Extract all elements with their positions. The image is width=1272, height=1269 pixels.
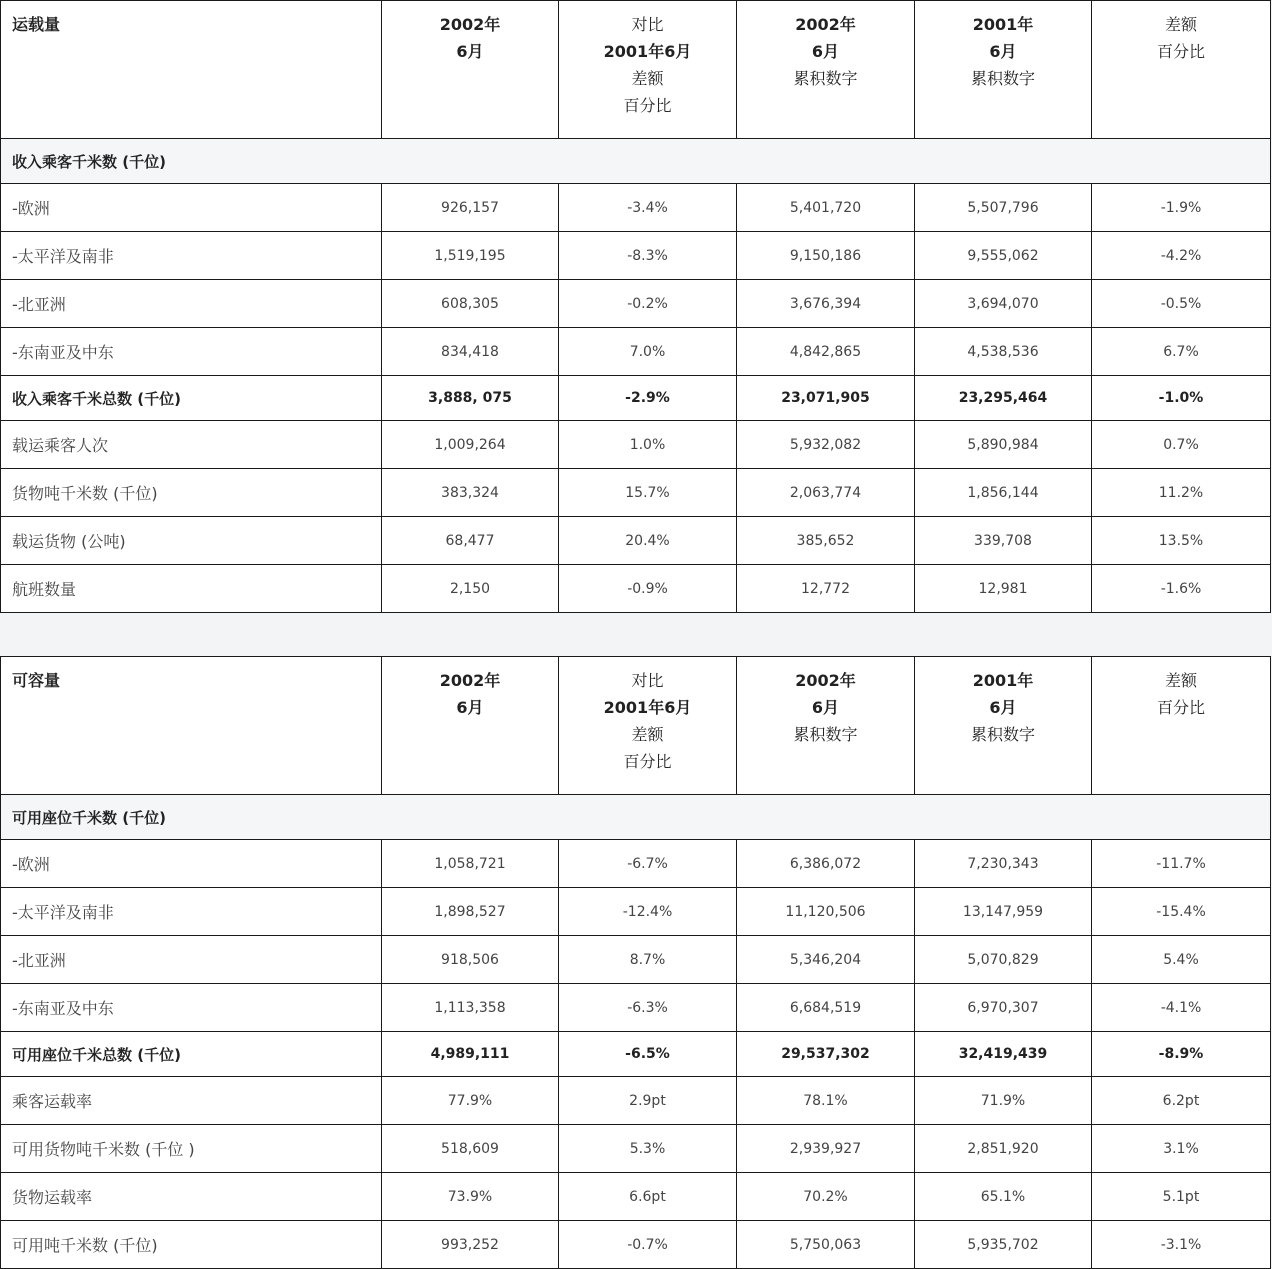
table-row [1,936,1271,984]
row-value: 834,418 [382,328,559,376]
row-value: 608,305 [382,280,559,328]
row-label: 收入乘客千米总数 (千位) [1,376,382,421]
row-value: 6,970,307 [915,984,1092,1032]
row-value: 5.3% [559,1125,737,1173]
row-value: 13.5% [1092,517,1271,565]
header-line: 2001年6月 [603,42,692,61]
row-value: 2,063,774 [737,469,915,517]
row-value: -12.4% [559,888,737,936]
row-value: 6.7% [1092,328,1271,376]
table-row [1,1173,1271,1221]
row-label: 载运乘客人次 [1,421,382,469]
row-value: 5,346,204 [737,936,915,984]
header-line: 百分比 [623,96,672,115]
header-line: 6月 [456,42,484,61]
row-value: -15.4% [1092,888,1271,936]
header-line: 百分比 [623,752,672,771]
header-line: 累积数字 [970,725,1035,744]
row-value: 5,401,720 [737,184,915,232]
header-line: 6月 [811,698,840,717]
row-value: 993,252 [382,1221,559,1269]
row-value: 3,694,070 [915,280,1092,328]
table-row [1,888,1271,936]
row-label: -东南亚及中东 [1,328,382,376]
row-value: 77.9% [382,1077,559,1125]
row-label: 航班数量 [1,565,382,613]
table-row [1,1077,1271,1125]
header-line: 差额 [631,69,664,88]
header-col1 [382,1,559,139]
header-col5 [1092,1,1271,139]
row-label: 可用吨千米数 (千位) [1,1221,382,1269]
row-value: 1,113,358 [382,984,559,1032]
row-value: -6.5% [559,1032,737,1077]
header-line: 2002年 [795,671,856,690]
row-label: 可用座位千米总数 (千位) [1,1032,382,1077]
row-value: 1,856,144 [915,469,1092,517]
table-row [1,232,1271,280]
row-value: 23,295,464 [915,376,1092,421]
row-value: 11.2% [1092,469,1271,517]
row-value: 6,684,519 [737,984,915,1032]
row-label: -欧洲 [1,840,382,888]
row-value: 5.1pt [1092,1173,1271,1221]
header-line: 2001年6月 [603,698,692,717]
row-value: -8.9% [1092,1032,1271,1077]
header-col2 [559,1,737,139]
row-value: 71.9% [915,1077,1092,1125]
header-line: 累积数字 [793,725,858,744]
row-value: 518,609 [382,1125,559,1173]
row-value: 918,506 [382,936,559,984]
row-value: 2.9pt [559,1077,737,1125]
row-value: -4.1% [1092,984,1271,1032]
row-value: 15.7% [559,469,737,517]
header-col4 [915,657,1092,795]
row-value: 5.4% [1092,936,1271,984]
header-line: 2002年 [795,15,856,34]
row-value: -1.9% [1092,184,1271,232]
row-value: 2,150 [382,565,559,613]
row-label: 货物运载率 [1,1173,382,1221]
header-label: 运载量 [1,1,382,139]
table-row [1,280,1271,328]
row-value: 29,537,302 [737,1032,915,1077]
header-label: 可容量 [1,657,382,795]
row-value: 12,772 [737,565,915,613]
capacity-table [0,656,1271,1269]
section-title: 可用座位千米数 (千位) [1,795,1271,840]
row-value: 1.0% [559,421,737,469]
row-value: 7,230,343 [915,840,1092,888]
row-value: 70.2% [737,1173,915,1221]
row-value: -1.6% [1092,565,1271,613]
row-value: 3,888, 075 [382,376,559,421]
row-value: 6.6pt [559,1173,737,1221]
table-row [1,840,1271,888]
row-label: -太平洋及南非 [1,888,382,936]
row-value: -3.4% [559,184,737,232]
row-value: 11,120,506 [737,888,915,936]
row-label: 载运货物 (公吨) [1,517,382,565]
table-gap [0,613,1272,656]
header-line: 2002年 [439,671,501,690]
header-line: 差额 [631,725,664,744]
table-row [1,984,1271,1032]
row-value: -6.3% [559,984,737,1032]
table-row [1,376,1271,421]
row-label: -北亚洲 [1,936,382,984]
table-row [1,517,1271,565]
row-value: 2,851,920 [915,1125,1092,1173]
section-row [1,795,1271,840]
row-value: -8.3% [559,232,737,280]
header-line: 6月 [811,42,840,61]
row-value: 6,386,072 [737,840,915,888]
row-value: 3,676,394 [737,280,915,328]
header-line: 累积数字 [793,69,858,88]
header-col4 [915,1,1092,139]
header-line: 6月 [989,42,1017,61]
row-value: 9,150,186 [737,232,915,280]
row-value: 13,147,959 [915,888,1092,936]
table-row [1,184,1271,232]
header-col2 [559,657,737,795]
row-value: 6.2pt [1092,1077,1271,1125]
table-row [1,469,1271,517]
row-value: 339,708 [915,517,1092,565]
row-value: 73.9% [382,1173,559,1221]
row-value: 9,555,062 [915,232,1092,280]
row-value: 383,324 [382,469,559,517]
row-value: -1.0% [1092,376,1271,421]
header-line: 差额 [1164,671,1197,690]
row-value: 5,935,702 [915,1221,1092,1269]
traffic-table [0,0,1271,613]
header-line: 对比 [631,671,664,690]
row-value: 1,058,721 [382,840,559,888]
row-value: -3.1% [1092,1221,1271,1269]
row-value: 5,507,796 [915,184,1092,232]
header-line: 6月 [989,698,1017,717]
row-label: -太平洋及南非 [1,232,382,280]
row-value: -6.7% [559,840,737,888]
row-value: 78.1% [737,1077,915,1125]
row-value: 8.7% [559,936,737,984]
row-value: 5,070,829 [915,936,1092,984]
header-line: 2002年 [439,15,501,34]
table-row [1,565,1271,613]
row-value: 12,981 [915,565,1092,613]
table-row [1,421,1271,469]
row-value: 68,477 [382,517,559,565]
header-line: 累积数字 [970,69,1035,88]
section-row [1,139,1271,184]
header-col1 [382,657,559,795]
row-label: 货物吨千米数 (千位) [1,469,382,517]
row-value: 20.4% [559,517,737,565]
row-value: 926,157 [382,184,559,232]
row-value: -4.2% [1092,232,1271,280]
header-row [1,1,1271,139]
row-value: 4,842,865 [737,328,915,376]
header-line: 2001年 [972,671,1034,690]
row-value: 65.1% [915,1173,1092,1221]
row-value: -0.5% [1092,280,1271,328]
row-value: 2,939,927 [737,1125,915,1173]
row-value: 3.1% [1092,1125,1271,1173]
row-label: 乘客运载率 [1,1077,382,1125]
row-value: -0.2% [559,280,737,328]
row-value: 1,009,264 [382,421,559,469]
header-col3 [737,1,915,139]
row-value: 5,750,063 [737,1221,915,1269]
row-label: -北亚洲 [1,280,382,328]
row-value: 5,932,082 [737,421,915,469]
row-label: -东南亚及中东 [1,984,382,1032]
row-value: 4,538,536 [915,328,1092,376]
row-value: 32,419,439 [915,1032,1092,1077]
row-value: 7.0% [559,328,737,376]
row-value: -11.7% [1092,840,1271,888]
table-row [1,328,1271,376]
row-value: 5,890,984 [915,421,1092,469]
row-value: 1,519,195 [382,232,559,280]
row-value: -2.9% [559,376,737,421]
header-line: 对比 [631,15,664,34]
header-line: 百分比 [1156,698,1205,717]
header-line: 百分比 [1156,42,1205,61]
header-line: 差额 [1164,15,1197,34]
row-value: 1,898,527 [382,888,559,936]
table-row [1,1221,1271,1269]
row-value: -0.9% [559,565,737,613]
row-label: -欧洲 [1,184,382,232]
row-value: 0.7% [1092,421,1271,469]
header-line: 6月 [456,698,484,717]
row-value: 385,652 [737,517,915,565]
table-row [1,1125,1271,1173]
row-label: 可用货物吨千米数 (千位 ) [1,1125,382,1173]
section-title: 收入乘客千米数 (千位) [1,139,1271,184]
header-row [1,657,1271,795]
row-value: 4,989,111 [382,1032,559,1077]
header-col3 [737,657,915,795]
row-value: -0.7% [559,1221,737,1269]
table-row [1,1032,1271,1077]
header-line: 2001年 [972,15,1034,34]
row-value: 23,071,905 [737,376,915,421]
header-col5 [1092,657,1271,795]
